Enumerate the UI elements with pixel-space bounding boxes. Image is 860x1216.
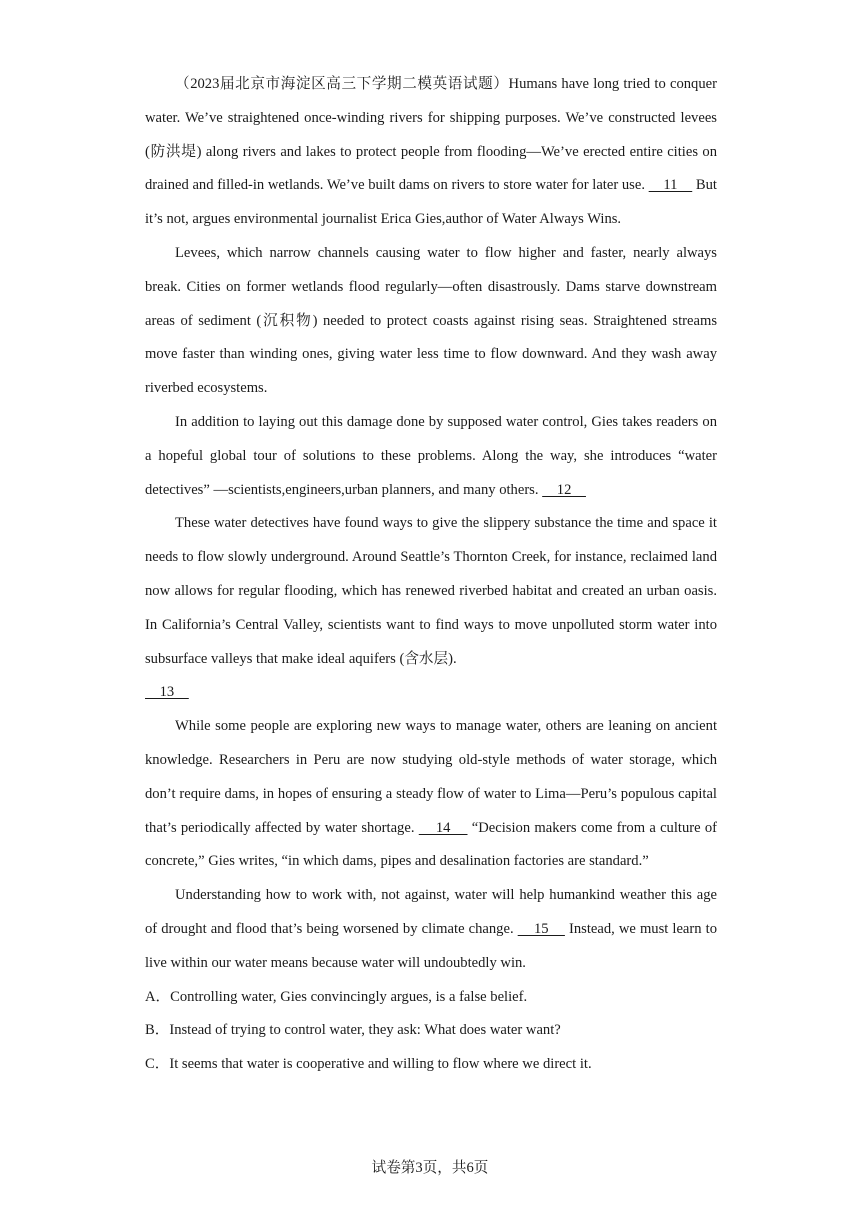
blank-12: 12 <box>542 481 586 498</box>
page-footer: 试卷第3页，共6页 <box>371 1160 489 1176</box>
paragraph-text: “Decision makers come from a culture of concrete,” Gies writes, “in which dams, pipes and desalination factories are standard.” <box>145 819 718 870</box>
document-body <box>145 68 717 1082</box>
blank-11: 11 <box>648 177 693 194</box>
paragraph-3 <box>145 406 717 507</box>
paragraph-1 <box>145 68 717 237</box>
paragraph-text: （2023届北京市海淀区高三下学期二模英语试题）Humans have long tried to conquer water. We’ve straightened once-winding rivers for shipping purposes. We’ve constructed levees (防洪堤) along rivers and lakes to protect people from flooding—We’ve erected entire cities on drained and filled-in wetlands. We’ve built dams on rivers to store water for later use. <box>145 76 717 194</box>
paragraph-6 <box>145 879 717 980</box>
blank-15: 15 <box>517 920 565 937</box>
paragraph-text: Understanding how to work with, not against, water will help humankind weather this age of drought and flood that’s being worsened by climate change. <box>145 887 717 937</box>
paragraph-text: These water detectives have found ways to give the slippery substance the time and space it needs to flow slowly underground. Around Seattle’s Thornton Creek, for instance, reclaimed land now allows for regular flooding, which has renewed riverbed habitat and created an urban oasis. In California’s Central Valley, scientists want to find ways to move unpolluted storm water into subsurface valleys that make ideal aquifers (含水层). <box>145 515 717 667</box>
paragraph-4 <box>145 507 717 710</box>
blank-13: 13 <box>145 684 189 701</box>
paragraph-text: But it’s not, argues environmental journalist Erica Gies,author of Water Always Wins. <box>145 177 717 228</box>
paragraph-text: Instead, we must learn to live within our water means because water will undoubtedly win. <box>145 920 717 971</box>
paragraph-2: Levees, which narrow channels causing water to flow higher and faster, nearly always break. Cities on former wetlands flood regularly—often disastrously. Dams starve downstream areas of sediment (沉积物) needed to protect coasts against rising seas. Straightened streams move faster than winding ones, giving water less time to flow downward. And they wash away riverbed ecosystems. <box>145 244 717 397</box>
paragraph-text: In addition to laying out this damage done by supposed water control, Gies takes readers on a hopeful global tour of solutions to these problems. Along the way, she introduces “water detectives” —scientists,engineers,urban planners, and many others. <box>145 413 717 498</box>
option-b: B．Instead of trying to control water, they ask: What does water want? <box>145 1022 561 1039</box>
paragraph-5 <box>145 710 717 879</box>
blank-14: 14 <box>418 819 468 836</box>
option-c: C．It seems that water is cooperative and willing to flow where we direct it. <box>145 1056 592 1073</box>
option-a: A．Controlling water, Gies convincingly argues, is a false belief. <box>145 988 528 1005</box>
paragraph-text: While some people are exploring new ways to manage water, others are leaning on ancient knowledge. Researchers in Peru are now studying old-style methods of water storage, which don’t require dams, in hopes of ensuring a steady flow of water to Lima—Peru’s populous capital that’s periodically affected by water shortage. <box>145 718 717 836</box>
